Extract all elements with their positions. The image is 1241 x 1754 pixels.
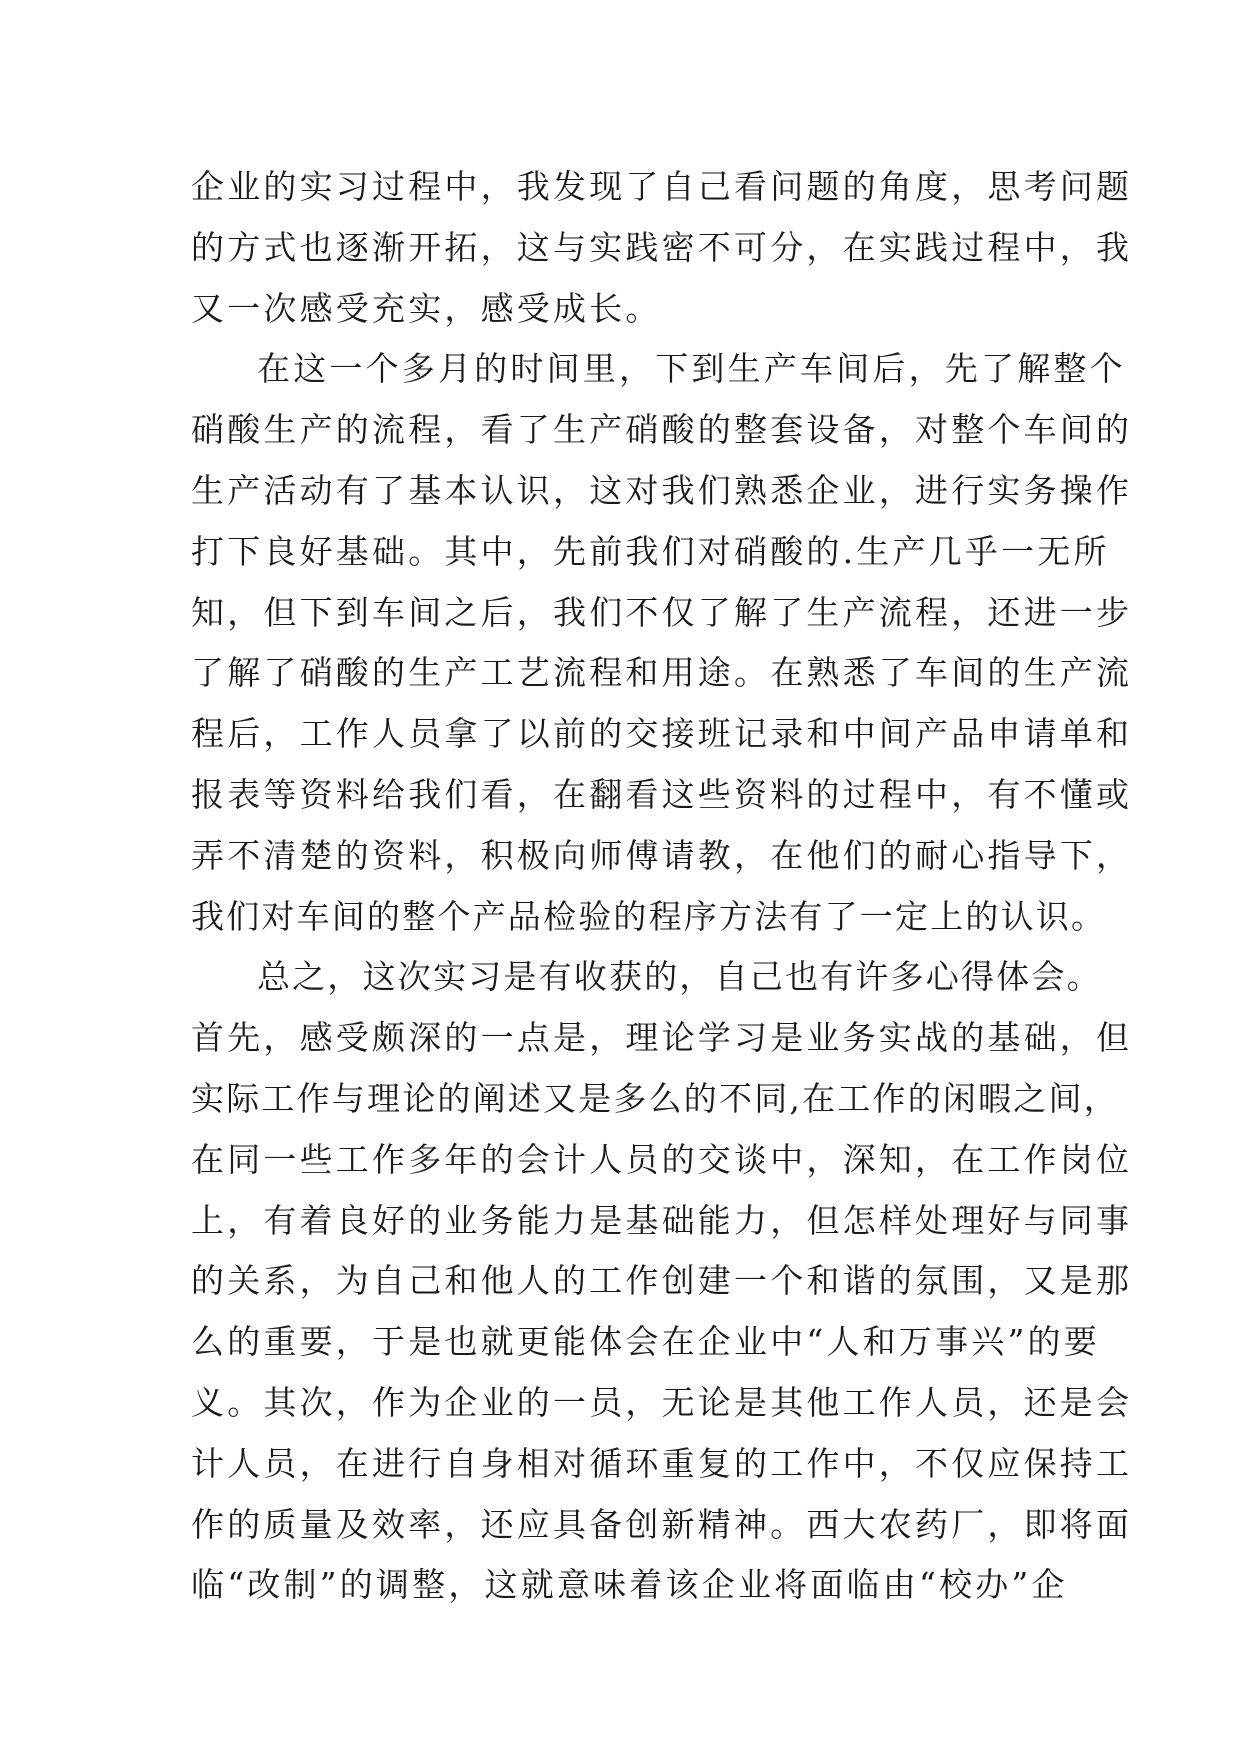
paragraph-3-line-9: 计人员，在进行自身相对循环重复的工作中，不仅应保持工 <box>191 1443 1133 1483</box>
paragraph-3-line-1: 总之，这次实习是有收获的，自己也有许多心得体会。 <box>257 957 1102 997</box>
paragraph-3-line-6: 的关系，为自己和他人的工作创建一个和谐的氛围，又是那 <box>191 1261 1133 1301</box>
paragraph-2-line-5: 知，但下到车间之后，我们不仅了解了生产流程，还进一步 <box>191 592 1133 632</box>
paragraph-3-line-8: 义。其次，作为企业的一员，无论是其他工作人员，还是会 <box>191 1382 1133 1422</box>
paragraph-3-line-10: 作的质量及效率，还应具备创新精神。西大农药厂，即将面 <box>191 1504 1133 1544</box>
paragraph-2-line-8: 报表等资料给我们看，在翻看这些资料的过程中，有不懂或 <box>191 774 1133 814</box>
paragraph-2-line-6: 了解了硝酸的生产工艺流程和用途。在熟悉了车间的生产流 <box>191 653 1133 693</box>
body-text <box>191 157 1133 1616</box>
paragraph-1-line-3: 又一次感受充实，感受成长。 <box>191 288 662 328</box>
paragraph-2-line-2: 硝酸生产的流程，看了生产硝酸的整套设备，对整个车间的 <box>191 410 1133 450</box>
paragraph-3-line-7: 么的重要，于是也就更能体会在企业中“人和万事兴”的要 <box>191 1322 1100 1362</box>
paragraph-3-line-11: 临“改制”的调整，这就意味着该企业将面临由“校办”企 <box>191 1565 1068 1605</box>
paragraph-3-line-4: 在同一些工作多年的会计人员的交谈中，深知，在工作岗位 <box>191 1139 1133 1179</box>
paragraph-1-line-2: 的方式也逐渐开拓，这与实践密不可分，在实践过程中，我 <box>191 227 1133 267</box>
paragraph-2-line-7: 程后，工作人员拿了以前的交接班记录和中间产品申请单和 <box>191 714 1133 754</box>
paragraph-3-line-5: 上，有着良好的业务能力是基础能力，但怎样处理好与同事 <box>191 1200 1133 1240</box>
paragraph-3-line-2: 首先，感受颇深的一点是，理论学习是业务实战的基础，但 <box>191 1018 1133 1058</box>
paragraph-2-line-9: 弄不清楚的资料，积极向师傅请教，在他们的耐心指导下， <box>191 835 1133 875</box>
paragraph-3-line-3: 实际工作与理论的阐述又是多么的不同,在工作的闲暇之间， <box>191 1078 1119 1118</box>
paragraph-1-line-1: 企业的实习过程中，我发现了自己看问题的角度，思考问题 <box>191 167 1133 206</box>
paragraph-2-line-10: 我们对车间的整个产品检验的程序方法有了一定上的认识。 <box>191 896 1107 936</box>
paragraph-2-line-4: 打下良好基础。其中，先前我们对硝酸的.生产几乎一无所 <box>191 531 1110 571</box>
paragraph-2-line-1: 在这一个多月的时间里，下到生产车间后，先了解整个 <box>257 349 1126 389</box>
paragraph-2-line-3: 生产活动有了基本认识，这对我们熟悉企业，进行实务操作 <box>191 470 1133 510</box>
